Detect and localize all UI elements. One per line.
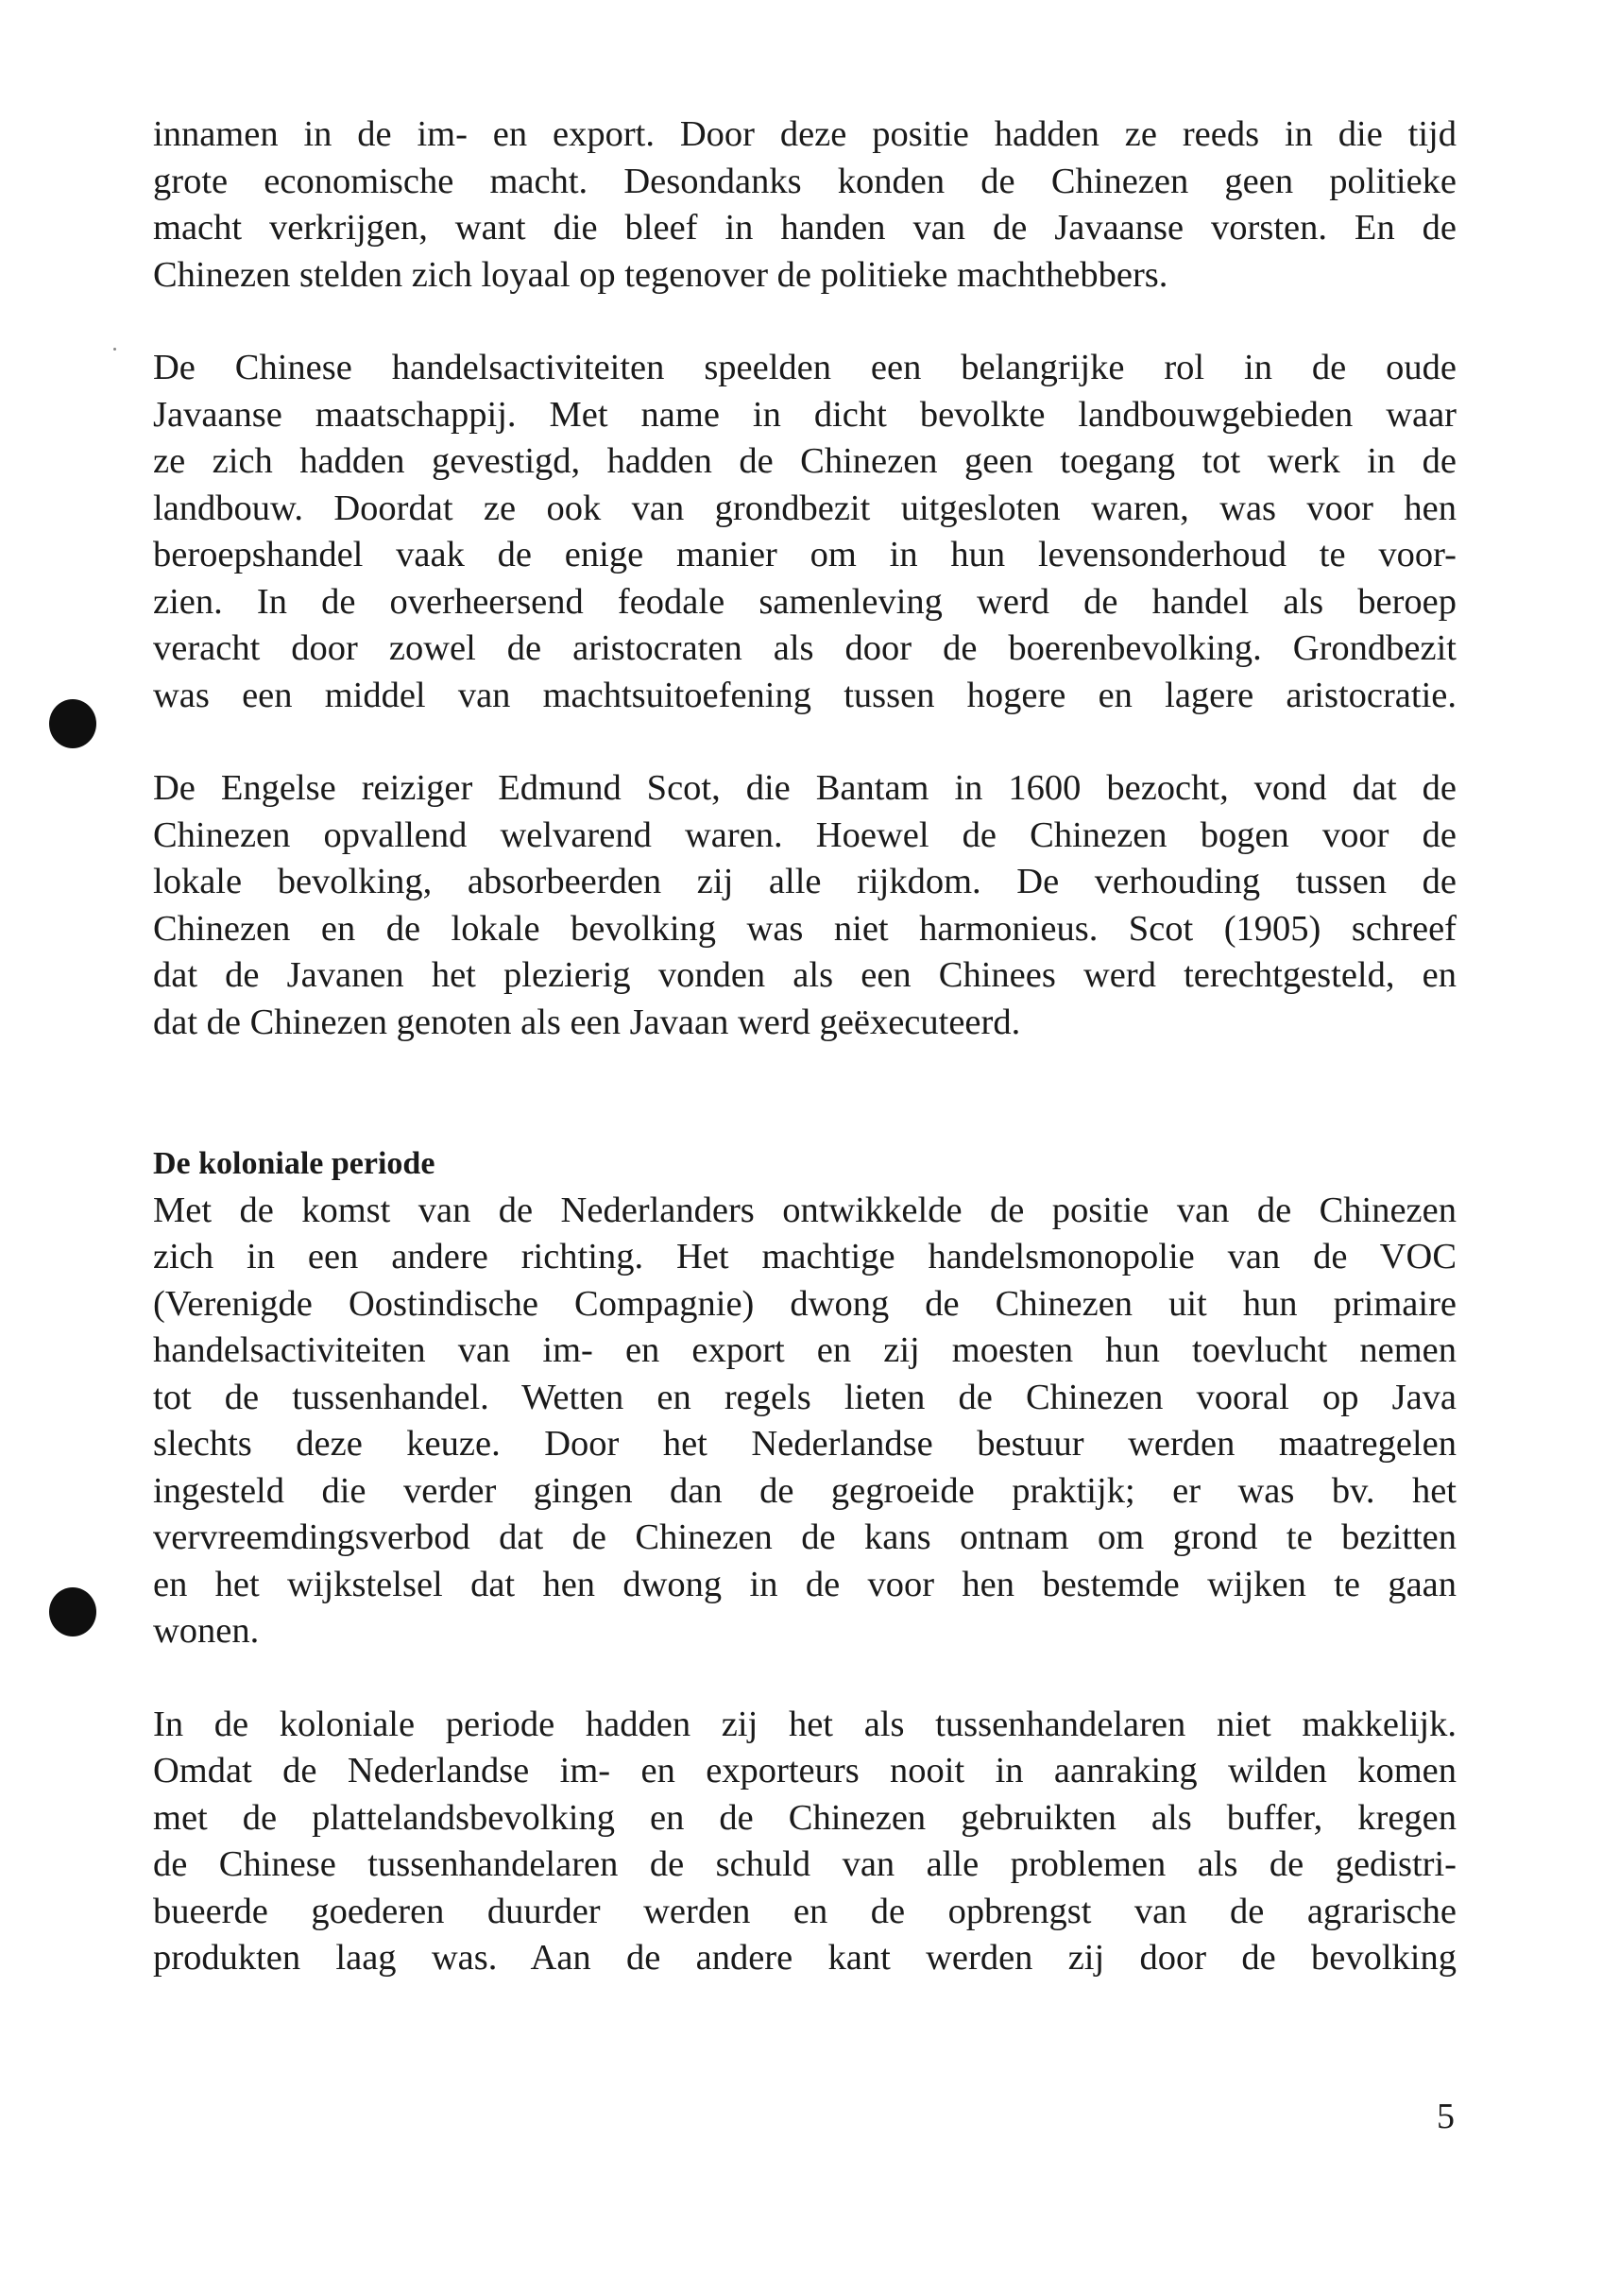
text-line: wonen.: [153, 1611, 260, 1651]
text-line: In de koloniale periode hadden zij het als tussenhandelaren niet makkelijk.: [153, 1704, 1457, 1744]
text-line: veracht door zowel de aristocraten als door de boerenbevolking. Grondbezit: [153, 628, 1457, 668]
document-page: [153, 111, 1457, 1982]
text-line: grote economische macht. Desondanks konden de Chinezen geen politieke: [153, 161, 1457, 201]
text-line: was een middel van machtsuitoefening tussen hogere en lagere aristocratie.: [153, 675, 1457, 715]
text-line: Javaanse maatschappij. Met name in dicht bevolkte landbouwgebieden waar: [153, 394, 1457, 435]
punch-hole-mark: [49, 699, 96, 748]
punch-hole-mark: [49, 1587, 96, 1636]
text-line: Omdat de Nederlandse im- en exporteurs nooit in aanraking wilden komen: [153, 1751, 1457, 1791]
text-line: Met de komst van de Nederlanders ontwikkelde de positie van de Chinezen: [153, 1190, 1457, 1230]
paragraph-5: [153, 1702, 1457, 1982]
text-line: slechts deze keuze. Door het Nederlandse bestuur werden maatregelen: [153, 1424, 1457, 1464]
paragraph-spacer: [153, 299, 1457, 345]
page-number: 5: [1437, 2097, 1455, 2136]
text-line: Chinezen en de lokale bevolking was niet harmonieus. Scot (1905) schreef: [153, 908, 1457, 949]
text-line: en het wijkstelsel dat hen dwong in de voor hen bestemde wijken te gaan: [153, 1564, 1457, 1604]
text-line: tot de tussenhandel. Wetten en regels lieten de Chinezen vooral op Java: [153, 1377, 1457, 1417]
text-line: zien. In de overheersend feodale samenleving werd de handel als beroep: [153, 581, 1457, 622]
text-line: de Chinese tussenhandelaren de schuld van alle problemen als de gedistri-: [153, 1844, 1457, 1884]
paragraph-4: [153, 1188, 1457, 1655]
section-heading: De koloniale periode: [153, 1146, 435, 1181]
text-line: innamen in de im- en export. Door deze positie hadden ze reeds in die tijd: [153, 114, 1457, 154]
text-line: landbouw. Doordat ze ook van grondbezit uitgesloten waren, was voor hen: [153, 488, 1457, 528]
text-line: bueerde goederen duurder werden en de opbrengst van de agrarische: [153, 1891, 1457, 1931]
paragraph-1: [153, 111, 1457, 299]
text-line: macht verkrijgen, want die bleef in handen van de Javaanse vorsten. En de: [153, 208, 1457, 248]
text-line: ingesteld die verder gingen dan de gegroeide praktijk; er was bv. het: [153, 1470, 1457, 1511]
text-line: (Verenigde Oostindische Compagnie) dwong de Chinezen uit hun primaire: [153, 1283, 1457, 1324]
text-line: handelsactiviteiten van im- en export en zij moesten hun toevlucht nemen: [153, 1330, 1457, 1370]
scan-speck: [113, 348, 116, 351]
text-line: De Engelse reiziger Edmund Scot, die Bantam in 1600 bezocht, vond dat de: [153, 768, 1457, 808]
text-line: ze zich hadden gevestigd, hadden de Chinezen geen toegang tot werk in de: [153, 441, 1457, 481]
text-line: dat de Chinezen genoten als een Javaan werd geëxecuteerd.: [153, 1002, 1021, 1042]
text-line: De Chinese handelsactiviteiten speelden een belangrijke rol in de oude: [153, 348, 1457, 387]
text-line: Chinezen opvallend welvarend waren. Hoewel de Chinezen bogen voor de: [153, 814, 1457, 855]
text-line: beroepshandel vaak de enige manier om in hun levensonderhoud te voor-: [153, 535, 1457, 574]
paragraph-spacer: [153, 1655, 1457, 1702]
text-line: zich in een andere richting. Het machtige handelsmonopolie van de VOC: [153, 1237, 1457, 1277]
text-line: vervreemdingsverbod dat de Chinezen de kans ontnam om grond te bezitten: [153, 1517, 1457, 1557]
text-line: Chinezen stelden zich loyaal op tegenover de politieke machthebbers.: [153, 254, 1168, 295]
text-line: met de plattelandsbevolking en de Chinezen gebruikten als buffer, kregen: [153, 1797, 1457, 1838]
paragraph-3: [153, 765, 1457, 1046]
paragraph-2: [153, 345, 1457, 719]
text-line: lokale bevolking, absorbeerden zij alle rijkdom. De verhouding tussen de: [153, 862, 1457, 901]
section-spacer: [153, 1046, 1457, 1140]
text-line: dat de Javanen het plezierig vonden als een Chinees werd terechtgesteld, en: [153, 955, 1457, 995]
paragraph-spacer: [153, 719, 1457, 765]
text-line: produkten laag was. Aan de andere kant werden zij door de bevolking: [153, 1938, 1457, 1978]
